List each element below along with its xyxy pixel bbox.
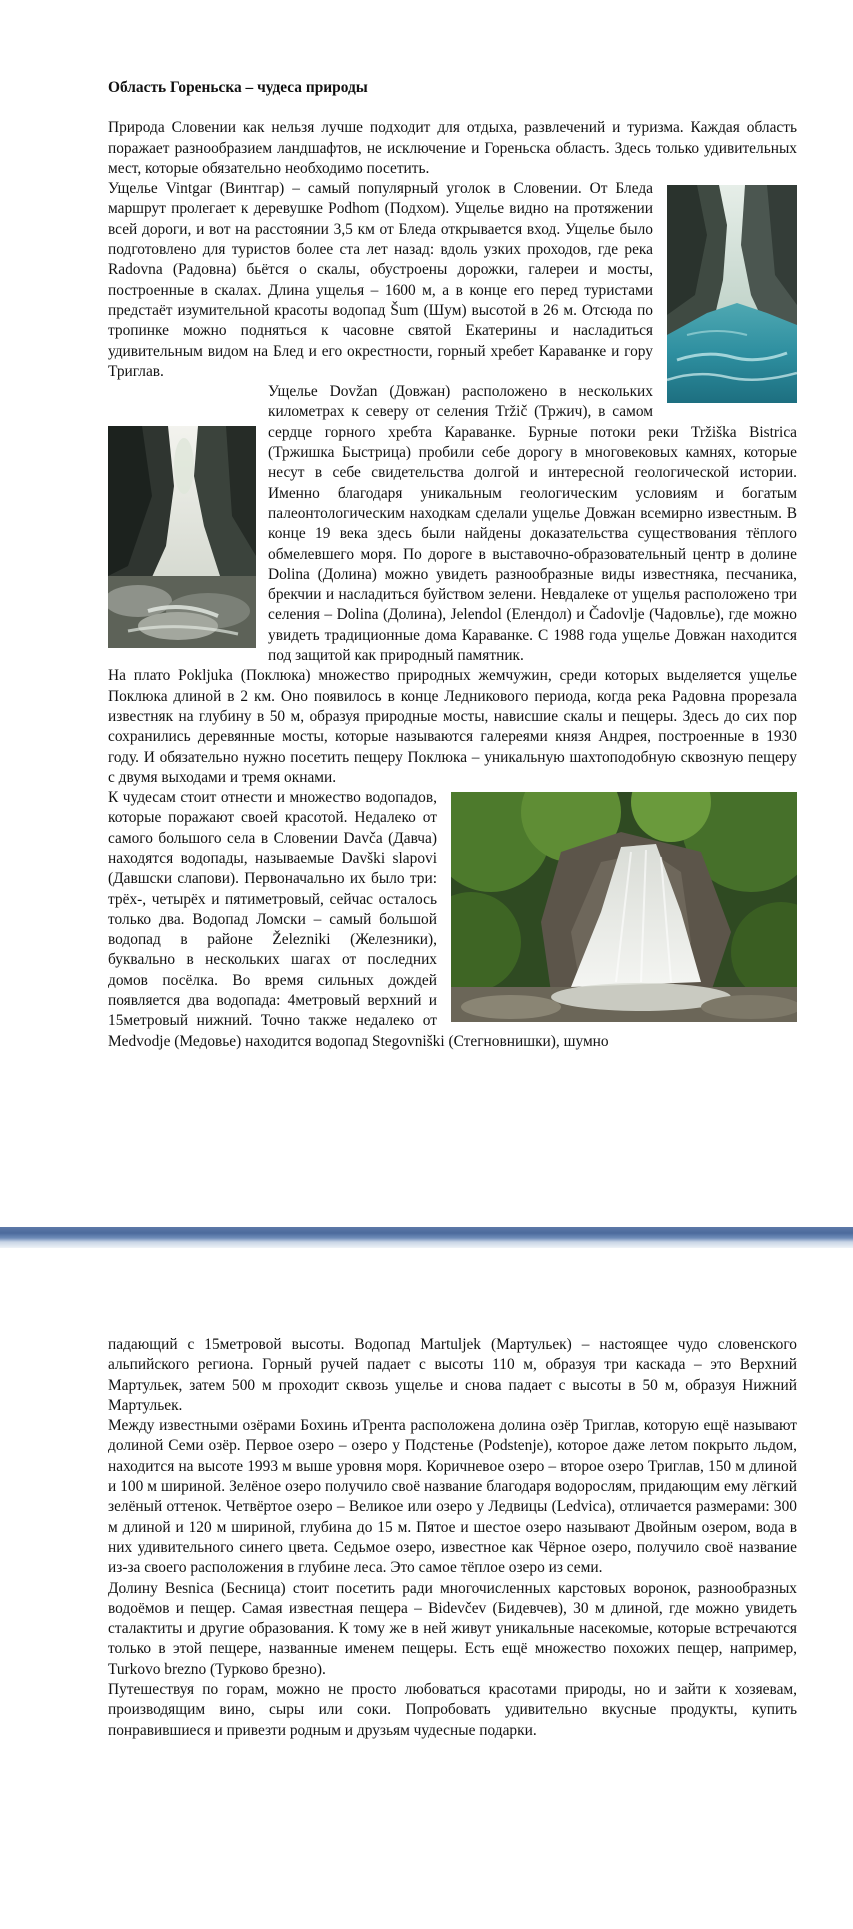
pokljuka-paragraph: На плато Pokljuka (Поклюка) множество природных жемчужин, среди которых выделяется ущелье Поклюка длиной в 2 км. Оно появилось в конце Ледникового периода, когда река Радовна прорезала известняк на глубину в 50 м, образуя природные мосты, нависшие скалы и пещеры. Здесь до сих пор сохранились деревянные мосты, которые называются галереями князя Андрея, построенные в 1930 году. И обязательно нужно посетить пещеру Поклюка – уникальную шахтоподобную сквозную пещеру с двумя выходами и тремя окнами. — [108, 667, 797, 786]
intro-paragraph: Природа Словении как нельзя лучше подходит для отдыха, развлечений и туризма. Каждая область поражает разнообразием ландшафтов, не исключение и Гореньска область. Здесь только удивительных мест, которые обязательно необходимо посетить. — [108, 119, 797, 177]
document-page-2 — [0, 1248, 853, 1929]
lakes-paragraph: Между известными озёрами Бохинь иТрента расположена долина озёр Триглав, которую ещё называют долиной Семи озёр. Первое озеро – озеро у Подстенье (Podstenje), которое даже летом покрыто льдом, находится на высоте 1993 м выше уровня моря. Коричневое озеро – второе озеро Триглав, 150 м длиной и 100 м шириной. Зелёное озеро получило своё название благодаря водорослям, придающим ему лёгкий зелёный оттенок. Четвёртое озеро – Великое или озеро у Ледвицы (Ledvica), отличается размерами: 300 м длиной и 120 м шириной, глубина до 15 м. Пятое и шестое озеро называют Двойным озером, вода в них удивительного синего цвета. Седьмое озеро, известное как Чёрное озеро, получило своё название из-за своего расположения в глубине леса. Это самое тёплое озеро из семи. — [108, 1417, 797, 1577]
document-title: Область Гореньска – чудеса природы — [108, 79, 368, 96]
dovzan-gorge-photo — [108, 426, 256, 648]
martuljek-paragraph: падающий с 15метровой высоты. Водопад Martuljek (Мартульек) – настоящее чудо словенского альпийского региона. Горный ручей падает с высоты 110 м, образуя три каскада – это Верхний Мартульек, затем 500 м проходит сквозь ущелье и снова падает с высоты в 50 м, образуя Нижний Мартульек. — [108, 1336, 797, 1414]
vintgar-gorge-photo — [667, 185, 797, 403]
page-2-content — [108, 1335, 797, 1741]
waterfall-photo — [451, 792, 797, 1022]
closing-paragraph: Путешествуя по горам, можно не просто любоваться красотами природы, но и зайти к хозяевам, производящим вино, сыры или соки. Попробовать удивительно вкусные продукты, купить понравившиеся и привезти родным и друзьям чудесные подарки. — [108, 1681, 797, 1739]
vintgar-paragraph: Ущелье Vintgar (Винтгар) – самый популярный уголок в Словении. От Бледа маршрут пролегает к деревушке Podhom (Подхом). Ущелье видно на протяжении всей дороги, и вот на расстоянии 3,5 км от Бледа открывается вход. Ущелье было подготовлено для туристов более ста лет назад: вдоль узких проходов, где река Radovna (Радовна) бьётся о скалы, обустроены дорожки, галереи и мосты, построенные в скалах. Длина ущелья – 1600 м, а в конце его перед туристами предстаёт изумительной красоты водопад Šum (Шум) высотой в 26 м. Отсюда по тропинке можно подняться к часовне святой Екатерины и насладиться удивительным видом на Блед и его окрестности, горный хребет Караванке и гору Триглав. — [108, 180, 653, 380]
page-separator — [0, 1227, 853, 1248]
waterfalls-paragraph: К чудесам стоит отнести и множество водопадов, которые поражают своей красотой. Недалеко от самого большого села в Словении Davča (Давча) находятся водопады, называемые Davški slapovi (Давшски слапови). Первоначально их было три: трёх-, четырёх и пятиметровый, сейчас осталось только два. Водопад Ломски – самый большой водопад в районе Železniki (Железники), буквально в нескольких шагах от последних домов посёлка. Во время сильных дождей появляется два водопада: 4метровый верхний и 15метровый нижний. Точно также недалеко от Medvodje (Медовье) находится водопад Stegovniški (Стегновнишки), шумно — [108, 789, 609, 1050]
besnica-paragraph: Долину Besnica (Бесница) стоит посетить ради многочисленных карстовых воронок, разнообразных водоёмов и пещер. Самая известная пещера – Bidevčev (Бидевчев), 30 м длиной, где можно увидеть сталактиты и другие образования. К тому же в ней живут уникальные насекомые, которые встречаются только в этой пещере, названные именем пещеры. Есть ещё множество похожих пещер, например, Turkovo brezno (Турково брезно). — [108, 1579, 797, 1678]
dovzan-paragraph: Ущелье Dovžan (Довжан) расположено в нескольких километрах к северу от селения Tržič (Тржич), в самом сердце горного хребта Караванке. Бурные потоки реки Tržiška Bistrica (Тржишка Быстрица) пробили себе дорогу в многовековых камнях, которые несут в себе свидетельства долгой и интересной геологической истории. Именно благодаря уникальным геологическим условиям и богатым палеонтологическим находкам сделали ущелье Довжан всемирно известным. В конце 19 века здесь были найдены доказательства существования тёплого обмелевшего моря. По дороге в выставочно-образовательный центр в долине Dolina (Долина) можно увидеть разнообразные виды известняка, песчаника, брекчии и насладиться буйством зелени. Невдалеке от ущелья расположено три селения – Dolina (Долина), Jelendol (Елендол) и Čadovlje (Чадовлье), где можно увидеть традиционные дома Караванке. С 1988 года ущелье Довжан находится под защитой как природный памятник. — [268, 383, 797, 665]
page-1-content — [108, 78, 797, 1052]
